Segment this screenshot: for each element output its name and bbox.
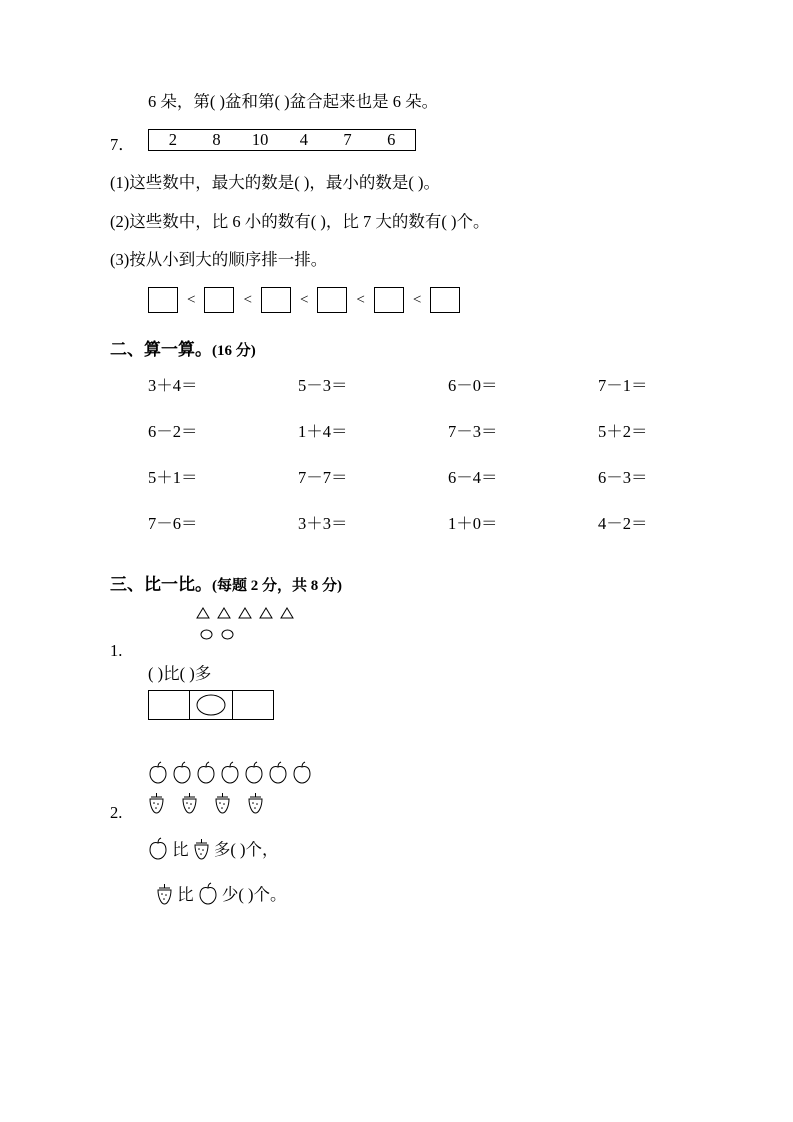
number-list-box	[148, 129, 416, 151]
apple-icon	[268, 761, 288, 784]
apple-icon	[220, 761, 240, 784]
section-2-title: 二、算一算。	[110, 340, 212, 359]
top-continuation-line: 6 朵，第( )盆和第( )盆合起来也是 6 朵。	[148, 92, 439, 111]
question-1-number: 1.	[110, 641, 123, 660]
strawberry-row	[110, 792, 690, 814]
calc-problem: 6－0＝	[448, 376, 498, 395]
strawberry-icon	[156, 883, 173, 910]
question-7-row	[110, 129, 690, 155]
apple-icon	[198, 882, 218, 910]
less-than-sign: <	[243, 291, 252, 308]
number-cell: 2	[168, 129, 177, 149]
question-2-line-2	[110, 881, 690, 910]
circle-row	[110, 629, 690, 640]
triangle-icon	[280, 607, 294, 619]
number-cell: 8	[212, 129, 221, 149]
compare-question-2	[110, 761, 690, 961]
section-2-score: (16 分)	[212, 343, 256, 359]
number-cell: 10	[251, 129, 269, 149]
triangle-row	[110, 607, 690, 619]
question-7-sub-1: (1)这些数中，最大的数是( )，最小的数是( )。	[110, 172, 440, 192]
ordering-answer-row	[110, 287, 690, 313]
less-than-sign: <	[412, 291, 422, 308]
question-1-fill-line: ( )比( )多	[148, 664, 212, 683]
less-than-sign: <	[356, 291, 365, 308]
number-cell: 6	[387, 129, 396, 149]
calc-problem: 6－2＝	[148, 422, 198, 441]
answer-box[interactable]	[148, 690, 190, 720]
circle-icon	[200, 629, 213, 640]
calc-problem: 6－3＝	[598, 468, 648, 487]
calc-problem: 6－4＝	[448, 468, 498, 487]
calc-problem: 5＋1＝	[148, 468, 198, 487]
calc-problem: 3＋4＝	[148, 376, 198, 395]
compare-word-bi: 比	[172, 840, 189, 859]
answer-box[interactable]	[317, 287, 347, 313]
answer-box[interactable]	[374, 287, 404, 313]
section-2-heading	[110, 335, 690, 360]
question-7-label: 7．	[110, 134, 135, 154]
answer-box[interactable]	[261, 287, 291, 313]
calc-problem: 5＋2＝	[598, 422, 648, 441]
section-3-score: (每题 2 分，共 8 分)	[212, 578, 342, 594]
triangle-icon	[238, 607, 252, 619]
calc-problem: 4－2＝	[598, 514, 648, 533]
triangle-icon	[259, 607, 273, 619]
calc-problem: 1＋0＝	[448, 514, 498, 533]
calc-problem: 3＋3＝	[298, 514, 348, 533]
calc-problem: 7－1＝	[598, 376, 648, 395]
strawberry-icon	[181, 792, 198, 814]
question-2-line-1	[110, 836, 690, 865]
question-2-number: 2.	[110, 803, 123, 822]
question-7-sub-3: (3)按从小到大的顺序排一排。	[110, 250, 328, 270]
circle-icon	[221, 629, 234, 640]
answer-box[interactable]	[430, 287, 460, 313]
strawberry-icon	[193, 838, 210, 865]
apple-icon	[148, 837, 168, 865]
page-content	[110, 90, 690, 961]
less-than-sign: <	[187, 291, 196, 308]
number-cell: 4	[299, 129, 308, 149]
apple-icon	[196, 761, 216, 784]
answer-box[interactable]	[204, 287, 234, 313]
question-7-sub-2: (2)这些数中，比 6 小的数有( )，比 7 大的数有( )个。	[110, 211, 490, 231]
calc-problem: 7－6＝	[148, 514, 198, 533]
section-3-title: 三、比一比。	[110, 575, 212, 594]
calc-problem: 5－3＝	[298, 376, 348, 395]
question-1-answer-boxes	[110, 690, 690, 720]
calc-problem: 7－3＝	[448, 422, 498, 441]
apple-icon	[172, 761, 192, 784]
apple-icon	[244, 761, 264, 784]
strawberry-icon	[148, 792, 165, 814]
apple-icon	[148, 761, 168, 784]
less-than-sign: <	[299, 291, 309, 308]
apple-icon	[292, 761, 312, 784]
triangle-icon	[196, 607, 210, 619]
calc-problem: 7－7＝	[298, 468, 348, 487]
strawberry-icon	[214, 792, 231, 814]
number-cell: 7	[343, 129, 352, 149]
section-3-heading	[110, 570, 690, 595]
apple-row	[110, 761, 690, 784]
question-2-line-1-text: 多( )个，	[213, 840, 279, 859]
answer-box-circle[interactable]	[190, 690, 232, 720]
arithmetic-grid	[110, 372, 690, 534]
calc-problem: 1＋4＝	[298, 422, 348, 441]
answer-box[interactable]	[148, 287, 178, 313]
compare-word-bi: 比	[177, 885, 194, 905]
triangle-icon	[217, 607, 231, 619]
question-2-line-2-text: 少( )个。	[221, 885, 287, 905]
strawberry-icon	[247, 792, 264, 814]
compare-question-1	[110, 607, 690, 757]
answer-box[interactable]	[232, 690, 274, 720]
